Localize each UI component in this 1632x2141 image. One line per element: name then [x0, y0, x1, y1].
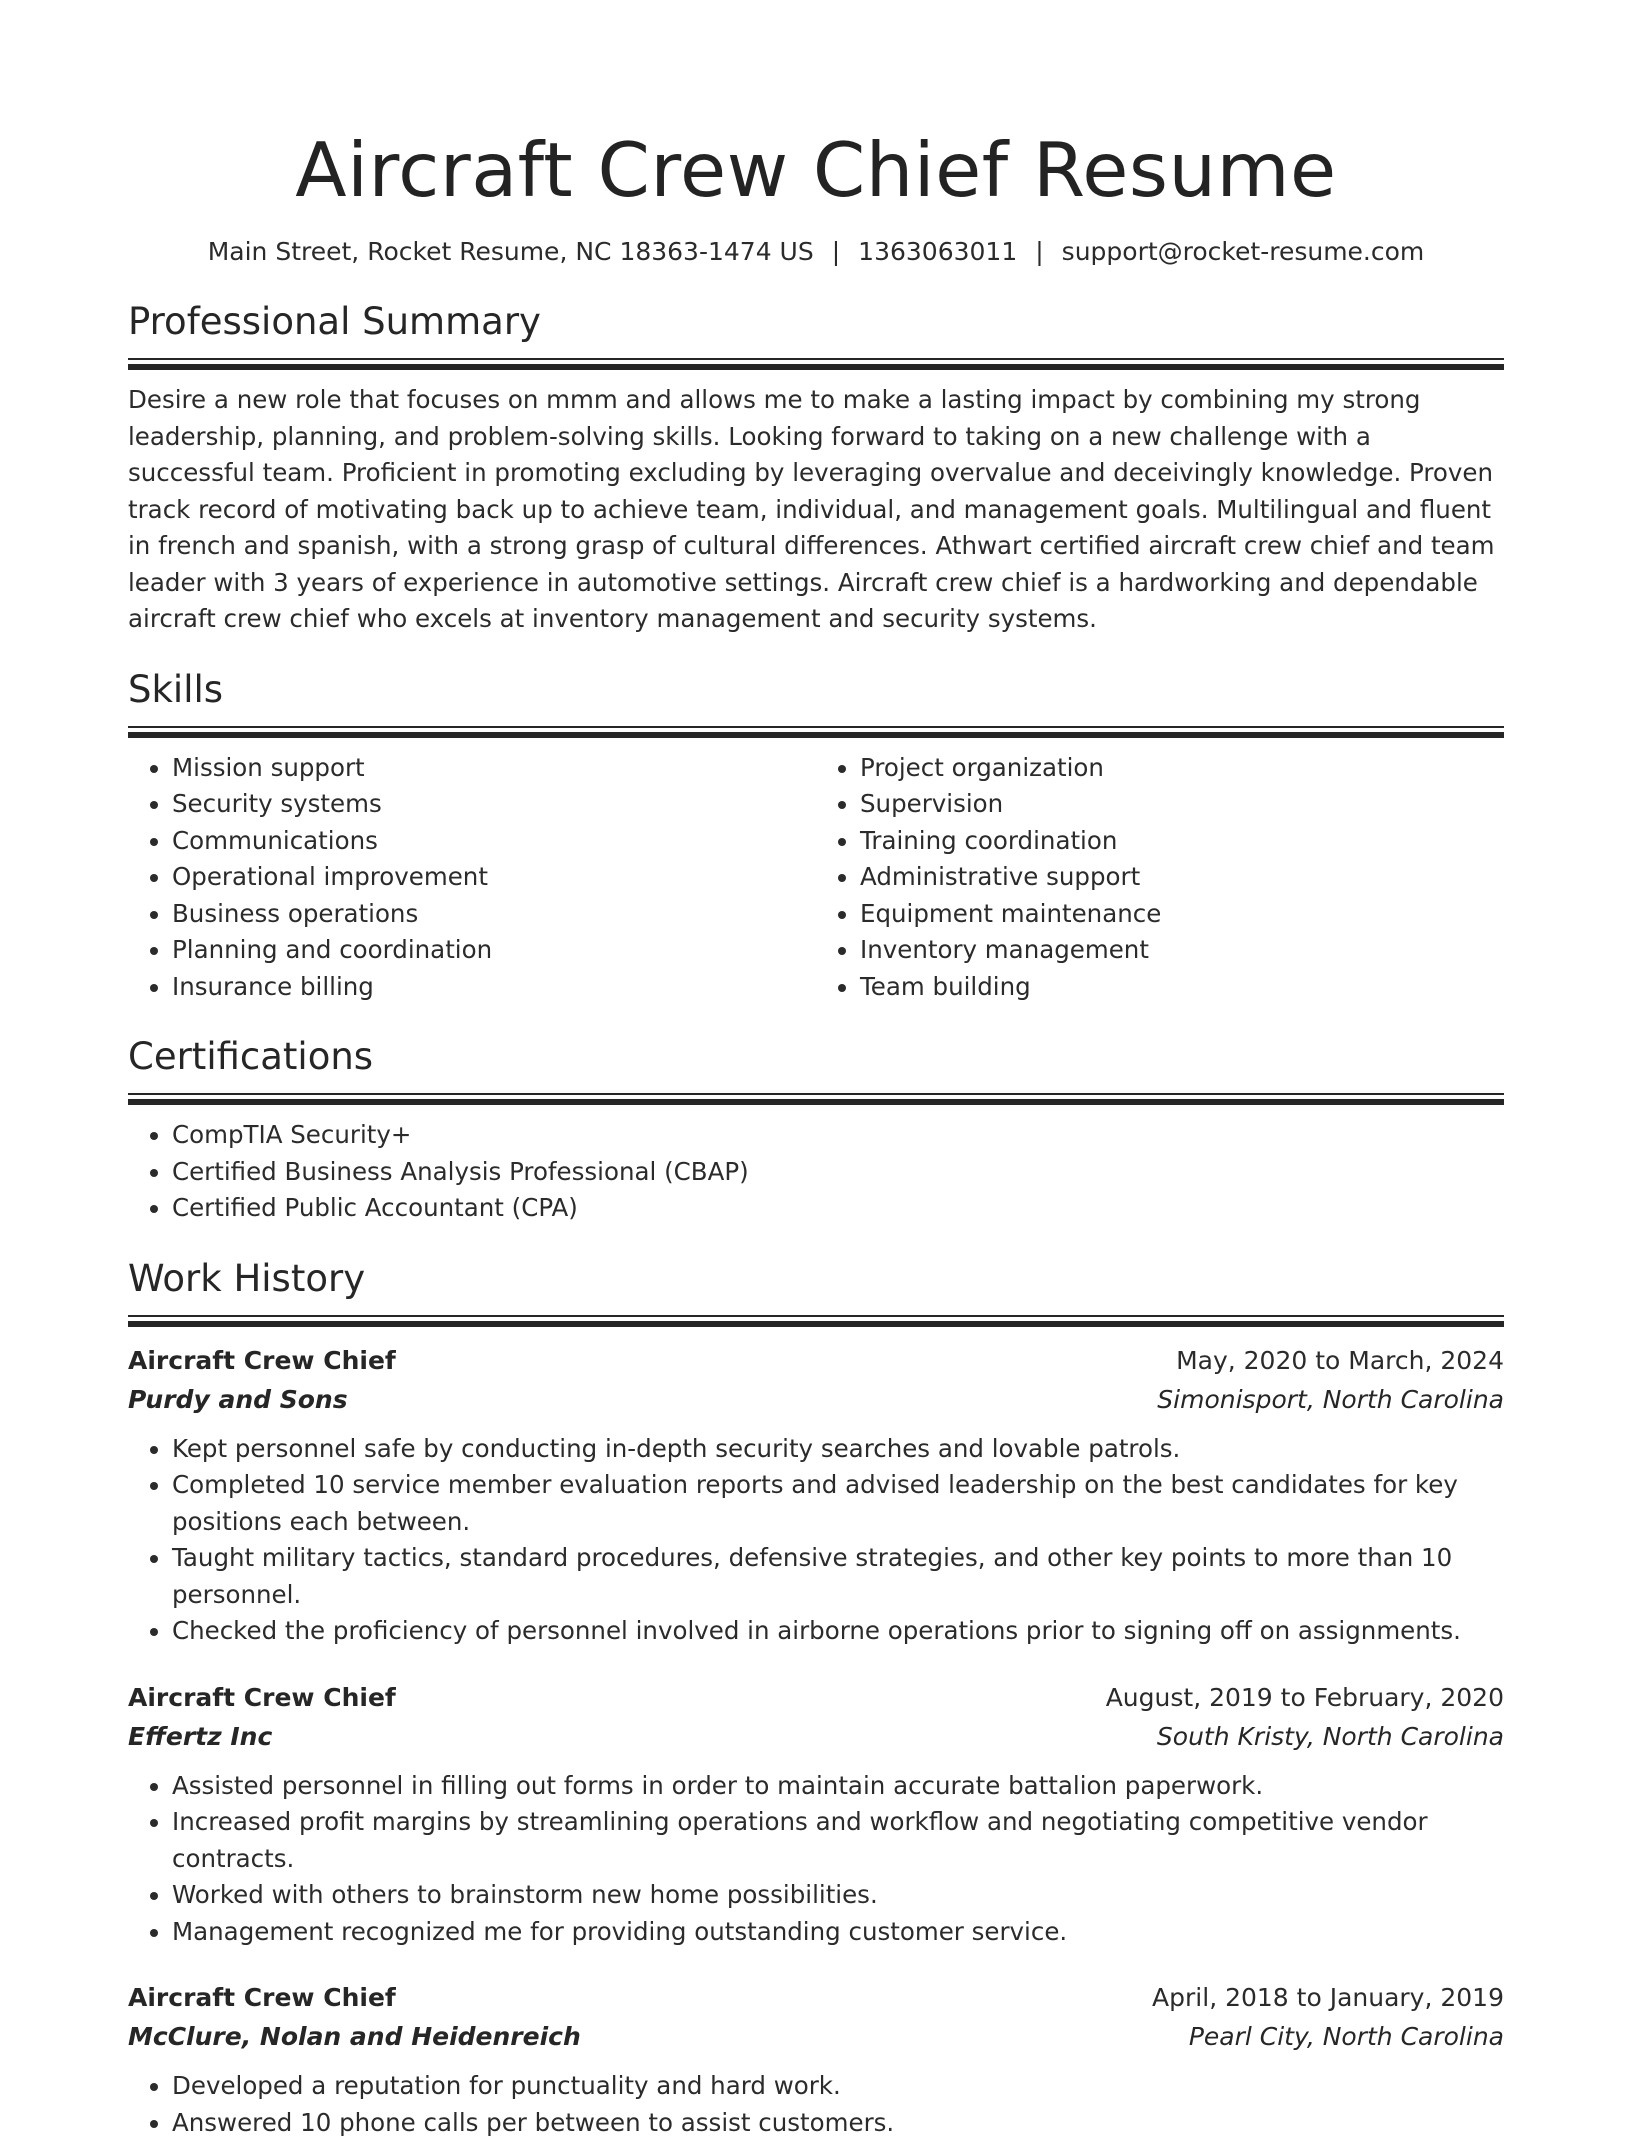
skills-section	[128, 666, 1504, 1006]
skills-heading: Skills	[128, 666, 1504, 714]
job-bullet: • Completed 10 service member evaluation reports and advised leadership on the best candidates for key positions each between.	[172, 1467, 1504, 1540]
job-bullet: • Worked with others to brainstorm new home possibilities.	[172, 1877, 1504, 1914]
skill-item: • Equipment maintenance	[860, 896, 1504, 933]
skills-column-right	[816, 750, 1504, 1006]
section-divider	[128, 358, 1504, 370]
skill-item: • Operational improvement	[172, 859, 816, 896]
job-company: McClure, Nolan and Heidenreich	[128, 2017, 581, 2056]
job-dates: May, 2020 to March, 2024	[1176, 1341, 1504, 1380]
contact-line	[128, 234, 1504, 270]
job-location: South Kristy, North Carolina	[1157, 1717, 1504, 1756]
contact-separator: |	[832, 234, 840, 270]
job-entry	[128, 1678, 1504, 1951]
job-bullet: • Taught military tactics, standard procedures, defensive strategies, and other key points to more than 10 personnel.	[172, 1540, 1504, 1613]
contact-address: Main Street, Rocket Resume, NC 18363-1474 US	[208, 237, 814, 266]
skill-item: • Mission support	[172, 750, 816, 787]
job-bullets	[128, 1768, 1504, 1951]
certifications-list	[128, 1117, 1504, 1227]
skill-item: • Communications	[172, 823, 816, 860]
summary-text: Desire a new role that focuses on mmm and allows me to make a lasting impact by combining my strong leadership, planning, and problem-solving skills. Looking forward to taking on a new challenge with a successful team. Proficient in promoting excluding by leveraging overvalue and deceivingly knowledge. Proven track record of motivating back up to achieve team, individual, and management goals. Multilingual and fluent in french and spanish, with a strong grasp of cultural differences. Athwart certified aircraft crew chief and team leader with 3 years of experience in automotive settings. Aircraft crew chief is a hardworking and dependable aircraft crew chief who excels at inventory management and security systems.	[128, 382, 1504, 638]
work-history-heading: Work History	[128, 1255, 1504, 1303]
section-divider	[128, 726, 1504, 738]
skill-item: • Administrative support	[860, 859, 1504, 896]
job-bullets	[128, 1431, 1504, 1650]
work-history-section	[128, 1255, 1504, 2141]
job-entry	[128, 1978, 1504, 2141]
certifications-heading: Certifications	[128, 1033, 1504, 1081]
job-location: Simonisport, North Carolina	[1157, 1380, 1504, 1419]
page-title: Aircraft Crew Chief Resume	[128, 0, 1504, 218]
skill-item: • Project organization	[860, 750, 1504, 787]
job-bullet: • Developed a reputation for punctuality and hard work.	[172, 2068, 1504, 2105]
contact-phone: 1363063011	[858, 237, 1017, 266]
job-title: Aircraft Crew Chief	[128, 1341, 396, 1380]
job-entry	[128, 1341, 1504, 1650]
job-bullet: • Management recognized me for providing outstanding customer service.	[172, 1914, 1504, 1951]
job-bullet: • Checked the proficiency of personnel involved in airborne operations prior to signing off on assignments.	[172, 1613, 1504, 1650]
skill-item: • Planning and coordination	[172, 932, 816, 969]
job-bullet: • Answered 10 phone calls per between to assist customers.	[172, 2105, 1504, 2141]
skill-item: • Team building	[860, 969, 1504, 1006]
skills-grid	[128, 750, 1504, 1006]
summary-section	[128, 298, 1504, 638]
job-bullet: • Increased profit margins by streamlining operations and workflow and negotiating competitive vendor contracts.	[172, 1804, 1504, 1877]
job-title: Aircraft Crew Chief	[128, 1678, 396, 1717]
job-dates: August, 2019 to February, 2020	[1106, 1678, 1504, 1717]
contact-email: support@rocket-resume.com	[1062, 237, 1425, 266]
certifications-section	[128, 1033, 1504, 1227]
job-bullets	[128, 2068, 1504, 2141]
skill-item: • Security systems	[172, 786, 816, 823]
skill-item: • Supervision	[860, 786, 1504, 823]
certification-item: • CompTIA Security+	[172, 1117, 1504, 1154]
certification-item: • Certified Business Analysis Professional (CBAP)	[172, 1154, 1504, 1191]
contact-separator: |	[1035, 234, 1043, 270]
skill-item: • Training coordination	[860, 823, 1504, 860]
section-divider	[128, 1315, 1504, 1327]
skill-item: • Insurance billing	[172, 969, 816, 1006]
job-location: Pearl City, North Carolina	[1189, 2017, 1504, 2056]
skill-item: • Inventory management	[860, 932, 1504, 969]
job-title: Aircraft Crew Chief	[128, 1978, 396, 2017]
section-divider	[128, 1093, 1504, 1105]
skills-column-left	[128, 750, 816, 1006]
skill-item: • Business operations	[172, 896, 816, 933]
certification-item: • Certified Public Accountant (CPA)	[172, 1190, 1504, 1227]
job-bullet: • Assisted personnel in filling out forms in order to maintain accurate battalion paperwork.	[172, 1768, 1504, 1805]
job-company: Purdy and Sons	[128, 1380, 348, 1419]
job-dates: April, 2018 to January, 2019	[1152, 1978, 1504, 2017]
summary-heading: Professional Summary	[128, 298, 1504, 346]
job-bullet: • Kept personnel safe by conducting in-depth security searches and lovable patrols.	[172, 1431, 1504, 1468]
job-company: Effertz Inc	[128, 1717, 272, 1756]
